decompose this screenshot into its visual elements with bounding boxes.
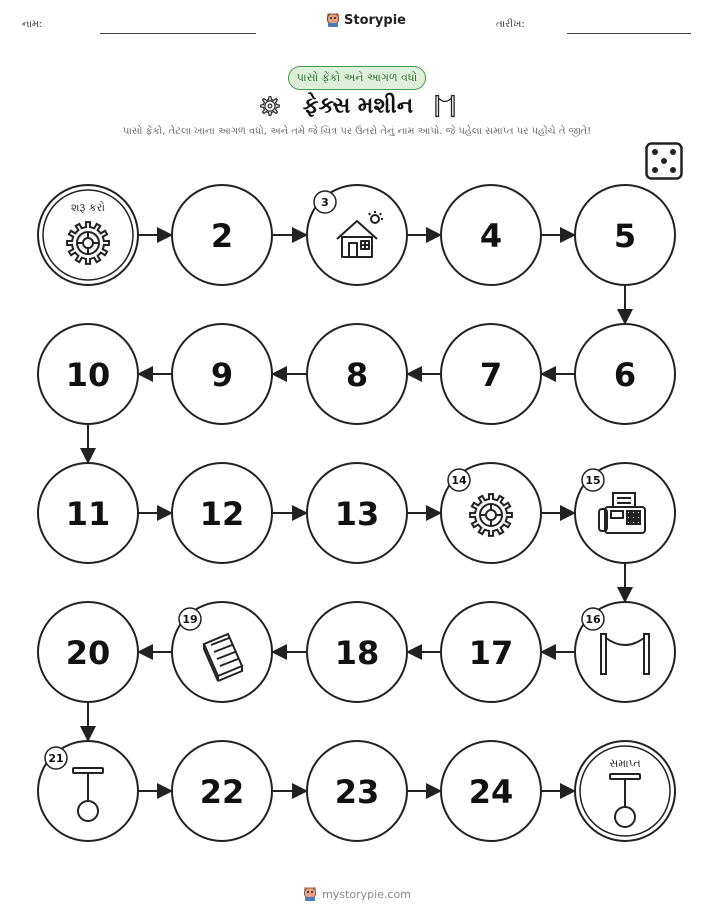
footer	[0, 886, 714, 902]
space-number: 5	[613, 217, 637, 255]
date-label: તારીખ:	[496, 19, 525, 30]
space-number: 13	[334, 495, 380, 533]
board-space[interactable]	[172, 185, 272, 285]
space-number: 3	[321, 196, 329, 209]
board-space[interactable]	[38, 741, 138, 841]
board-space[interactable]	[575, 602, 675, 702]
board-space[interactable]	[575, 185, 675, 285]
brand-name: Storypie	[344, 12, 406, 28]
finish-label: સમાપ્ત	[609, 757, 641, 770]
page-title: ફેક્સ મશીન	[302, 93, 414, 119]
board-space[interactable]	[38, 324, 138, 424]
footer-url[interactable]: mystorypie.com	[322, 887, 411, 901]
start-label: શરૂ કરો	[70, 201, 106, 214]
board-space[interactable]	[307, 324, 407, 424]
space-number: 15	[585, 474, 601, 487]
board-space[interactable]	[575, 324, 675, 424]
space-number: 9	[210, 356, 234, 394]
space-number: 4	[479, 217, 503, 255]
board-space[interactable]	[172, 463, 272, 563]
space-number: 22	[199, 773, 245, 811]
space-number: 16	[585, 613, 601, 626]
board-space[interactable]	[441, 463, 541, 563]
board-space[interactable]	[441, 324, 541, 424]
board-space[interactable]	[307, 741, 407, 841]
board-space[interactable]	[172, 324, 272, 424]
space-number: 6	[613, 356, 637, 394]
space-number: 7	[479, 356, 503, 394]
space-number: 11	[65, 495, 111, 533]
board-space[interactable]	[172, 741, 272, 841]
board-space[interactable]	[441, 741, 541, 841]
board-space[interactable]	[575, 463, 675, 563]
board-space[interactable]	[172, 602, 272, 702]
instructions-text: પાસો ફેંકો, તેટલા ખાના આગળ વધો, અને તમે જે ચિત્ર પર ઉતરો તેનું નામ આપો. જે પહેલા સમાપ્ત પર પહોંચે તે જીતે!	[122, 126, 592, 137]
space-number: 20	[65, 634, 111, 672]
name-label: નામ:	[22, 19, 43, 30]
board-space[interactable]	[38, 602, 138, 702]
board-space[interactable]	[307, 185, 407, 285]
space-number: 2	[210, 217, 234, 255]
space-number: 14	[451, 474, 467, 487]
space-number: 10	[65, 356, 111, 394]
board-space[interactable]	[307, 463, 407, 563]
board-space[interactable]	[441, 185, 541, 285]
start-space[interactable]	[38, 185, 138, 285]
finish-space[interactable]	[575, 741, 675, 841]
space-number: 18	[334, 634, 380, 672]
bear-mascot-icon	[303, 886, 317, 902]
space-number: 23	[334, 773, 380, 811]
instruction-pill: પાસો ફેંકો અને આગળ વધો	[288, 66, 426, 90]
space-number: 17	[468, 634, 514, 672]
board-space[interactable]	[38, 463, 138, 563]
board-space[interactable]	[441, 602, 541, 702]
space-number: 8	[345, 356, 369, 394]
space-number: 24	[468, 773, 514, 811]
space-number: 21	[48, 752, 64, 765]
board-space[interactable]	[307, 602, 407, 702]
space-number: 12	[199, 495, 245, 533]
space-number: 19	[182, 613, 198, 626]
